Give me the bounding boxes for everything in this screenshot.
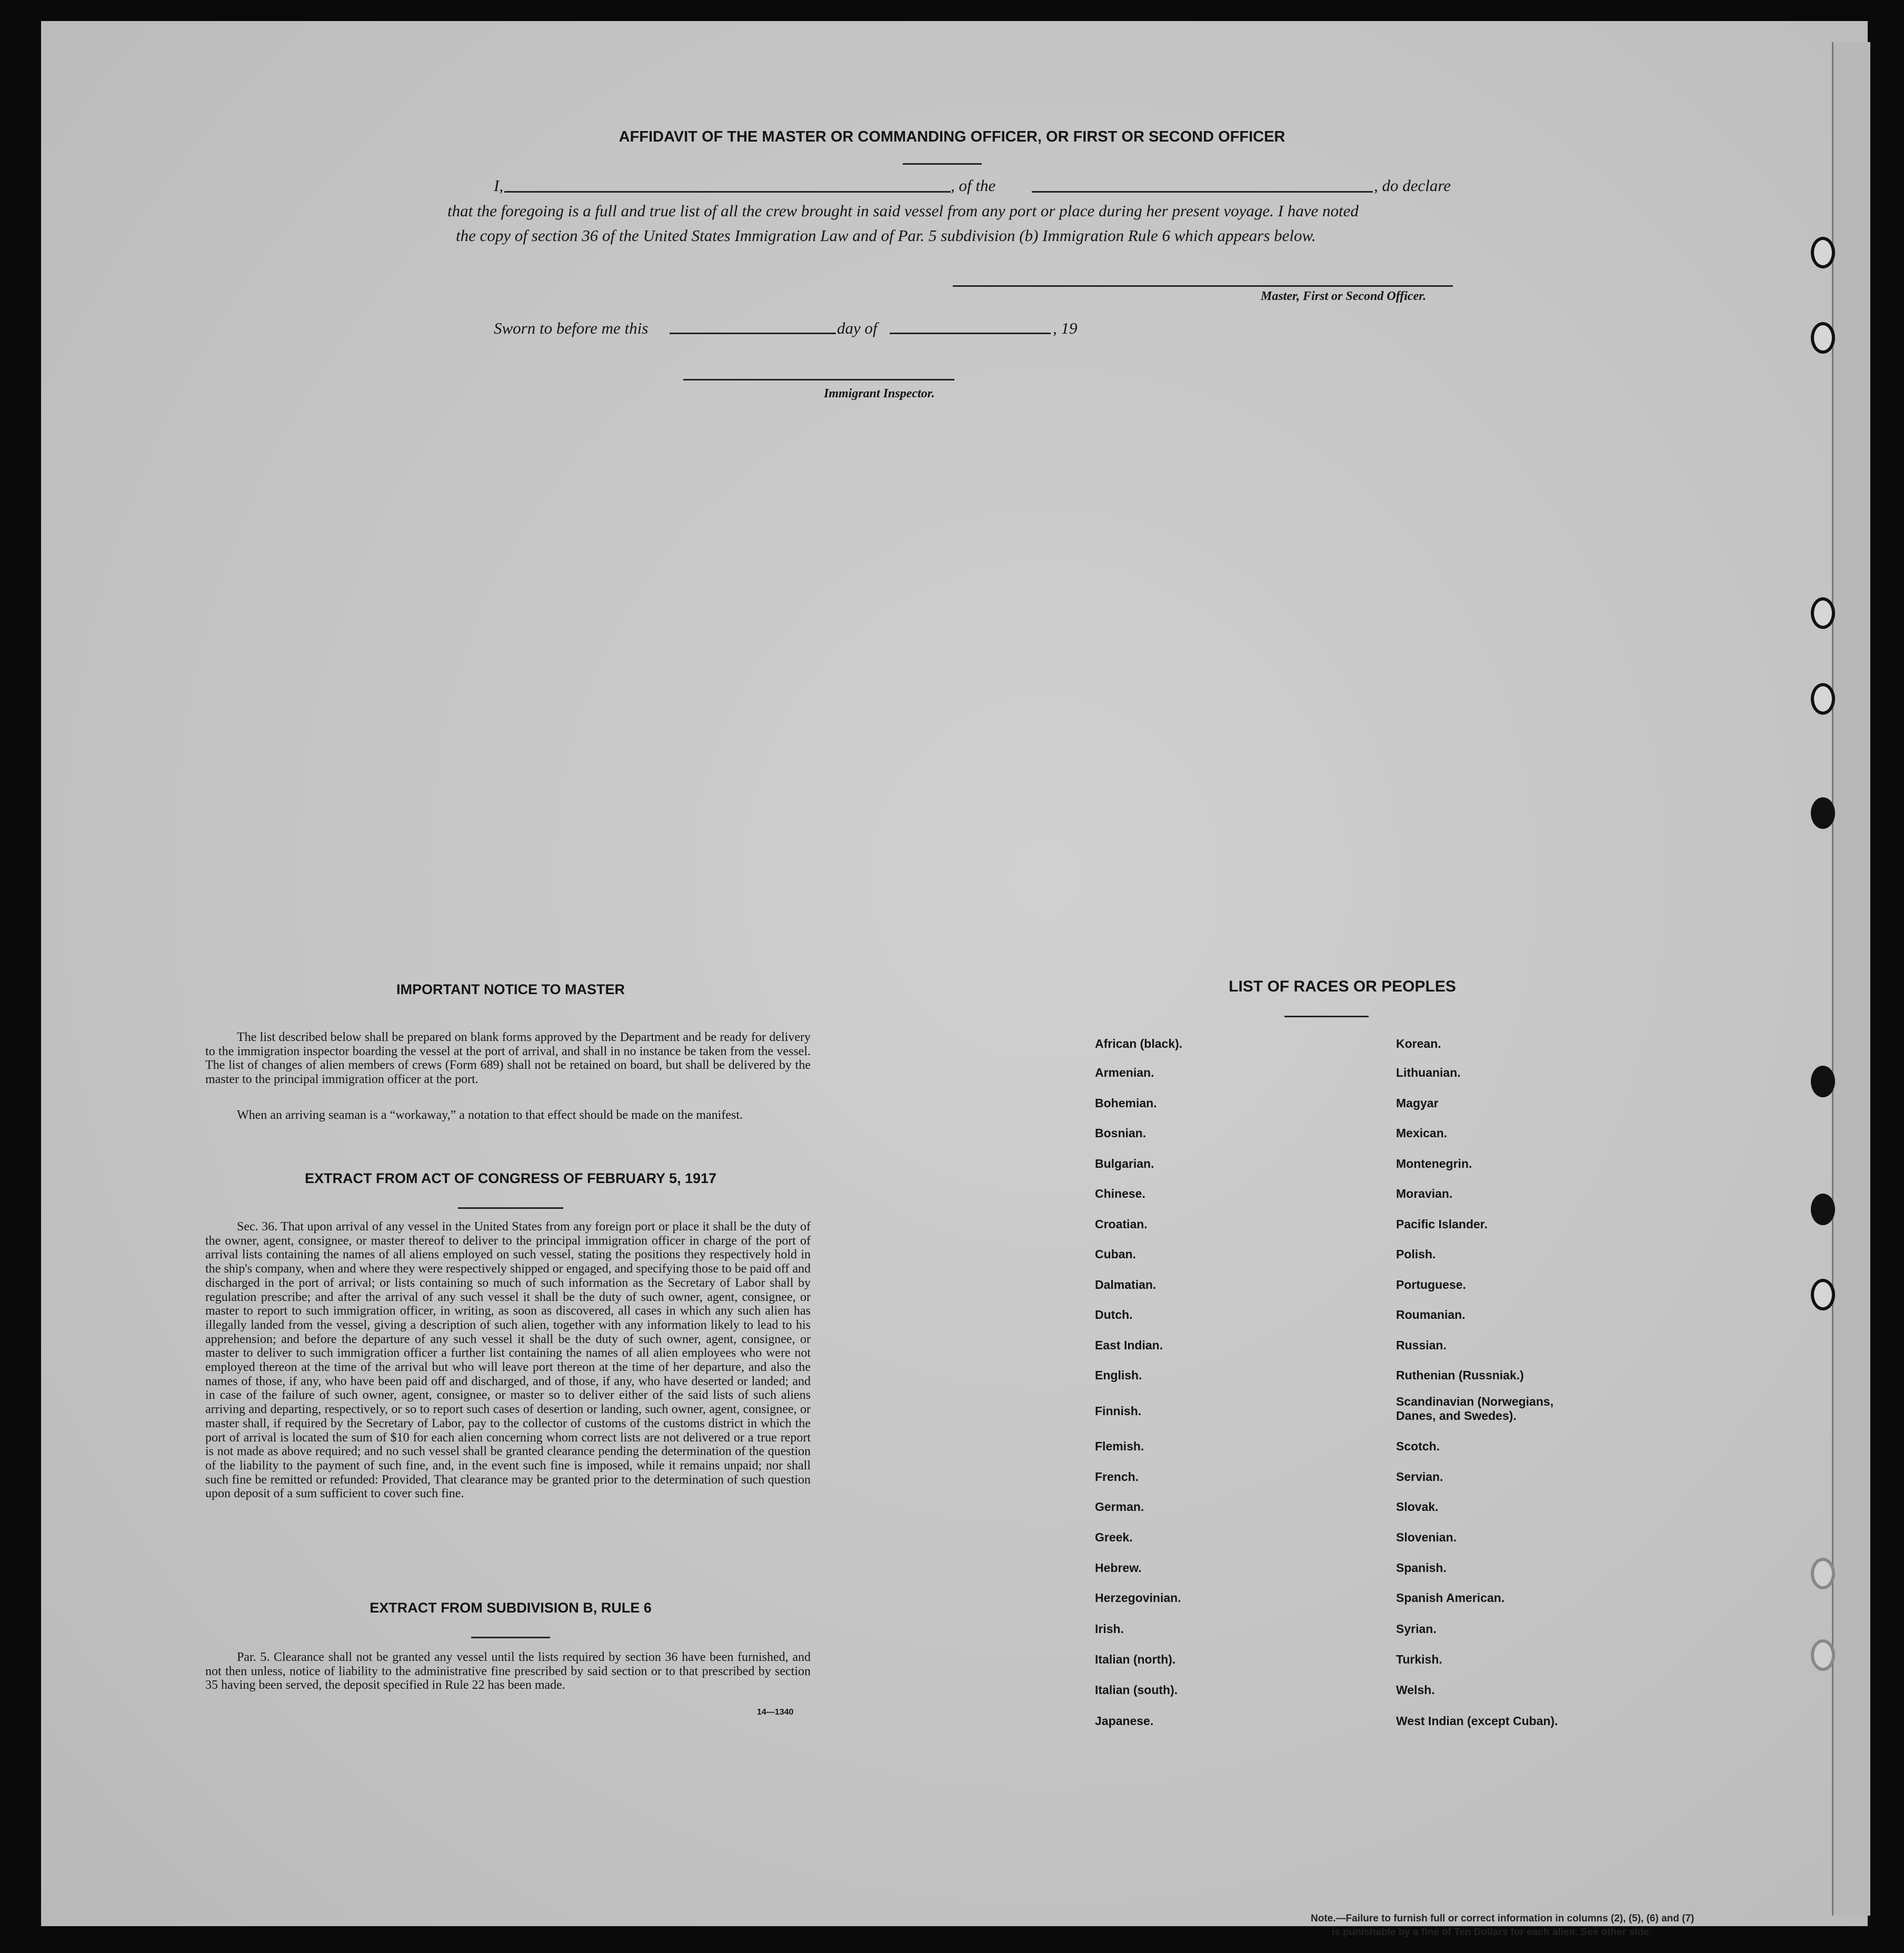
affidavit-title: AFFIDAVIT OF THE MASTER OR COMMANDING OFFICER, OR FIRST OR SECOND OFFICER [619, 128, 1285, 145]
punch-hole [1811, 1639, 1835, 1671]
notice-paragraph-1: The list described below shall be prepared on blank forms approved by the Department and be ready for delivery to the immigration inspector boarding the vessel at the port of arrival, and shall in no instance be taken from the vessel. The list of changes of alien members of crews (Form 689) shall not be retained on board, but shall be delivered by the master to the principal immigration officer at the port. [205, 1030, 811, 1087]
race-item: Roumanian. [1396, 1308, 1466, 1321]
race-item: English. [1095, 1368, 1142, 1382]
race-item: Korean. [1396, 1037, 1441, 1050]
divider [458, 1207, 563, 1209]
race-item: Turkish. [1396, 1652, 1442, 1666]
sworn-text: Sworn to before me this [494, 319, 649, 337]
race-item: Spanish. [1396, 1561, 1447, 1575]
race-item: Finnish. [1095, 1404, 1142, 1418]
race-item: Mexican. [1396, 1126, 1448, 1140]
race-item: Magyar [1396, 1096, 1439, 1110]
sworn-day-blank[interactable] [670, 333, 836, 334]
race-item: Polish. [1396, 1247, 1436, 1261]
punch-hole [1811, 237, 1835, 268]
inspector-caption: Immigrant Inspector. [824, 387, 935, 400]
race-item: Ruthenian (Russniak.) [1396, 1368, 1524, 1382]
punch-hole [1811, 1279, 1835, 1310]
notice-paragraph-2: When an arriving seaman is a “workaway,” a notation to that effect should be made on the manifest. [237, 1108, 743, 1122]
name-blank[interactable] [504, 191, 951, 193]
vessel-blank[interactable] [1032, 191, 1373, 193]
race-item: Bosnian. [1095, 1126, 1147, 1140]
race-item: Scotch. [1396, 1439, 1440, 1453]
punch-hole [1811, 683, 1835, 715]
race-item: Bohemian. [1095, 1096, 1157, 1110]
race-item: Pacific Islander. [1396, 1217, 1488, 1231]
race-item: Cuban. [1095, 1247, 1136, 1261]
race-item: Japanese. [1095, 1714, 1154, 1728]
affidavit-line1-start: I, [494, 176, 504, 195]
race-item: Irish. [1095, 1622, 1124, 1636]
race-item: West Indian (except Cuban). [1396, 1714, 1558, 1728]
divider [903, 163, 982, 165]
punch-hole [1811, 797, 1835, 829]
affidavit-line1-mid: , of the [951, 176, 996, 195]
footnote-line-1: Note.—Failure to furnish full or correct information in columns (2), (5), (6) and (7) [1311, 1913, 1694, 1924]
sworn-year: , 19 [1053, 319, 1078, 337]
race-item: Bulgarian. [1095, 1157, 1154, 1170]
race-item: Slovenian. [1396, 1530, 1457, 1544]
race-item: French. [1095, 1470, 1139, 1484]
race-item: African (black). [1095, 1037, 1183, 1050]
race-item: Lithuanian. [1396, 1066, 1461, 1079]
punch-hole [1811, 1558, 1835, 1589]
affidavit-line2: that the foregoing is a full and true list of all the crew brought in said vessel from any port or place during her present voyage. I have noted [447, 202, 1359, 220]
sworn-day-of: day of [837, 319, 878, 337]
race-item: Herzegovinian. [1095, 1591, 1181, 1605]
affidavit-line3: the copy of section 36 of the United States Immigration Law and of Par. 5 subdivision (b) Immigration Rule 6 which appears below. [456, 226, 1316, 245]
sworn-month-blank[interactable] [890, 333, 1051, 334]
race-item: Greek. [1095, 1530, 1133, 1544]
race-item: Portuguese. [1396, 1278, 1466, 1291]
race-item: Syrian. [1396, 1622, 1437, 1636]
races-title: LIST OF RACES OR PEOPLES [1229, 978, 1456, 995]
master-caption: Master, First or Second Officer. [1261, 289, 1427, 303]
footnote-line-2: is punishable by a fine of Ten Dollars for each alien. See other side. [1332, 1927, 1652, 1938]
race-item: Dalmatian. [1095, 1278, 1157, 1291]
page-edge [1832, 42, 1870, 1916]
race-item: Servian. [1396, 1470, 1443, 1484]
race-item: Flemish. [1095, 1439, 1144, 1453]
punch-hole [1811, 1194, 1835, 1225]
race-item: Montenegrin. [1396, 1157, 1472, 1170]
inspector-signature-line[interactable] [683, 379, 954, 380]
form-number: 14—1340 [757, 1708, 794, 1717]
race-item: Croatian. [1095, 1217, 1148, 1231]
punch-hole [1811, 597, 1835, 629]
divider [1284, 1016, 1369, 1017]
notice-title: IMPORTANT NOTICE TO MASTER [396, 981, 625, 997]
race-item: East Indian. [1095, 1338, 1163, 1352]
act-extract-body: Sec. 36. That upon arrival of any vessel in the United States from any foreign port or place it shall be the duty of the owner, agent, consignee, or master thereof to deliver to the principal immigration officer in charge of the port of arrival lists containing the names of all aliens employed on such vessel, stating the positions they respectively hold in the ship's company, when and where they were respectively shipped or engaged, and specifying those to be paid off and discharged in the port of arrival; or lists containing so much of such information as the Secretary of Labor shall by regulation prescribe; and after the arrival of any such vessel it shall be the duty of such owner, agent, consignee, or master to report to such immigration officer, in writing, as soon as discovered, all cases in which any such alien has illegally landed from the vessel, giving a description of such alien, together with any information likely to lead to his apprehension; and before the departure of any such vessel it shall be the duty of such owner, agent, consignee, or master to deliver to such immigration officer a further list containing the names of all alien employees who were not employed thereon at the time of the arrival but who will leave port thereon at the time of her departure, and also the names of those, if any, who have been paid off and discharged, and of those, if any, who have deserted or landed; and in case of the failure of such owner, agent, consignee, or master so to deliver either of the said lists of such aliens arriving and departing, respectively, or so to report such cases of desertion or landing, such owner, agent, consignee, or master shall, if required by the Secretary of Labor, pay to the collector of customs of the customs district in which the port of arrival is located the sum of $10 for each alien concerning whom correct lists are not delivered or a true report is not made as above required; and no such vessel shall be granted clearance pending the determination of the question of the liability to the payment of such fine, and, in the event such fine is imposed, while it remains unpaid; nor shall such fine be remitted or refunded: Provided, That clearance may be granted prior to the determination of such question upon deposit of a sum sufficient to cover such fine. [205, 1220, 811, 1501]
master-signature-line[interactable] [953, 285, 1453, 287]
race-item: Italian (north). [1095, 1652, 1176, 1666]
act-extract-title: EXTRACT FROM ACT OF CONGRESS OF FEBRUARY 5, 1917 [304, 1170, 717, 1186]
punch-hole [1811, 322, 1835, 354]
rule-extract-body: Par. 5. Clearance shall not be granted any vessel until the lists required by section 36 have been furnished, and not then unless, notice of liability to the administrative fine prescribed by said section or to that prescribed by section 35 having been served, the deposit specified in Rule 22 has been made. [205, 1650, 811, 1692]
race-item: Dutch. [1095, 1308, 1133, 1321]
race-item: Chinese. [1095, 1187, 1145, 1200]
rule-extract-title: EXTRACT FROM SUBDIVISION B, RULE 6 [370, 1600, 652, 1616]
punch-hole [1811, 1066, 1835, 1097]
race-item: Russian. [1396, 1338, 1447, 1352]
race-item: Hebrew. [1095, 1561, 1142, 1575]
race-item: Moravian. [1396, 1187, 1453, 1200]
race-item: Scandinavian (Norwegians, Danes, and Swedes). [1396, 1395, 1554, 1423]
race-item: Slovak. [1396, 1500, 1439, 1514]
affidavit-line1-end: , do declare [1374, 176, 1451, 195]
race-item: German. [1095, 1500, 1144, 1514]
race-item: Armenian. [1095, 1066, 1154, 1079]
race-item: Welsh. [1396, 1683, 1435, 1697]
document-page [41, 21, 1868, 1926]
race-item: Italian (south). [1095, 1683, 1178, 1697]
divider [471, 1637, 550, 1638]
race-item: Spanish American. [1396, 1591, 1505, 1605]
